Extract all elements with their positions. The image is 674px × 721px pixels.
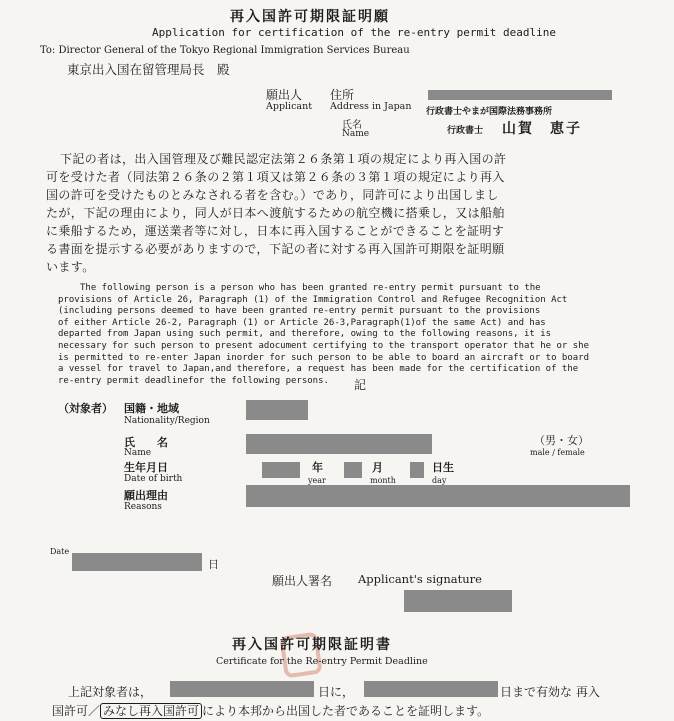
body-en-line: departed from Japan using such permit, and therefore, owing to the following reasons, it is [58, 329, 552, 340]
certificate-line1-b: 日に， [318, 685, 355, 699]
body-jp-line: 国の許可を受けたものとみなされる者を含む。）であり，同許可により出国しまし [46, 188, 499, 202]
name-field-label-jp: 氏 名 [124, 436, 168, 449]
body-jp-line: 可を受けた者（同法第２６条の２第１項又は第２６条の３第１項の規定により再入 [46, 170, 505, 184]
sex-options-en: male / female [530, 448, 585, 457]
body-en-line: of either Article 26-2, Paragraph (1) or Article 26-3,Paragraph(1)of the same Act) and has [58, 317, 546, 328]
redacted-date [72, 553, 202, 571]
redacted-reasons [246, 485, 630, 507]
nationality-label-jp: 国籍・地域 [124, 402, 179, 415]
body-en-line: The following person is a person who has been granted re-entry permit pursuant to the [80, 283, 541, 293]
body-jp-line: に乗船するため，運送業者等に対し，日本に再入国することができることを証明す [46, 224, 505, 238]
redacted-dob-month [344, 462, 362, 478]
body-japanese [46, 150, 630, 276]
person-name: 山賀 恵子 [502, 121, 582, 137]
body-en-line: re-entry permit deadlinefor the following persons. [58, 375, 329, 386]
reasons-label-jp: 願出理由 [124, 489, 168, 502]
addressee-en: To: Director General of the Tokyo Regional Immigration Services Bureau [40, 45, 410, 56]
redacted-dob-year [262, 462, 300, 478]
applicant-label-jp: 願出人 [266, 88, 303, 102]
date-label: Date [50, 547, 70, 556]
signature-label-jp: 願出人署名 [272, 574, 333, 588]
dob-year-en: year [308, 476, 326, 485]
certificate-line2 [52, 702, 489, 719]
nationality-label-en: Nationality/Region [124, 416, 210, 426]
signature-label-en: Applicant's signature [358, 572, 482, 586]
redacted-address [428, 90, 612, 100]
applicant-label-en: Applicant [266, 101, 313, 112]
name-label-en: Name [342, 129, 370, 139]
body-jp-line: たが，下記の理由により，同人が日本へ渡航するための航空機に搭乗し，又は船舶 [46, 206, 505, 220]
date-day-jp: 日 [208, 558, 219, 571]
body-english [58, 283, 633, 387]
body-en-line: is permitted to re-enter Japan inorder for such person to be able to board an aircraft or to board [58, 352, 590, 363]
name-label-jp: 氏名 [342, 120, 362, 131]
dob-label-jp: 生年月日 [124, 461, 168, 474]
deemed-permit-box: みなし再入国許可 [100, 703, 202, 719]
body-en-line: a vessel for travel to Japan,and therefore, a request has been made for the certification of the [58, 364, 579, 375]
certificate-line2-a: 国許可／ [52, 704, 101, 718]
redacted-cert-date1 [170, 681, 314, 697]
sex-options: （男・女） [534, 434, 589, 447]
dob-month-jp: 月 [372, 461, 383, 474]
dob-day-en: day [432, 476, 447, 485]
redacted-cert-date2 [364, 681, 498, 697]
body-jp-line: 下記の者は，出入国管理及び難民認定法第２６条第１項の規定により再入国の許 [60, 152, 507, 166]
document-title-en: Application for certification of the re-entry permit deadline [152, 26, 556, 39]
document-title: 再入国許可期限証明願 [230, 9, 390, 25]
redacted-name [246, 434, 432, 454]
body-jp-line: います。 [46, 260, 95, 274]
subject-label: （対象者） [58, 402, 113, 415]
dob-day-jp: 日生 [432, 461, 454, 474]
dob-label-en: Date of birth [124, 474, 183, 484]
ki-mark: 記 [354, 378, 367, 392]
dob-year-jp: 年 [312, 461, 323, 474]
office-name: 行政書士やまが国際法務事務所 [426, 107, 553, 117]
body-en-line: (including persons deemed to have been granted re-entry permit pursuant to the provisions [58, 306, 541, 317]
dob-month-en: month [370, 476, 396, 485]
certificate-line1-c: 日まで有効な 再入 [500, 685, 600, 699]
certificate-title: 再入国許可期限証明書 [232, 637, 392, 653]
addressee-jp: 東京出入国在留管理局長 殿 [67, 62, 230, 77]
body-jp-line: る書面を提示する必要がありますので，下記の者に対する再入国許可期限を証明願 [46, 242, 505, 256]
person-prefix: 行政書士 [447, 126, 484, 136]
certificate-line1-a: 上記対象者は， [68, 685, 153, 699]
reasons-label-en: Reasons [124, 502, 162, 512]
address-label-en: Address in Japan [330, 101, 412, 112]
certificate-line2-b: により本邦から出国した者であることを証明します。 [202, 704, 490, 718]
redacted-dob-day [410, 462, 424, 478]
certificate-title-en: Certificate for the Re-entry Permit Deadline [216, 656, 428, 667]
body-en-line: provisions of Article 26, Paragraph (1) of the Immigration Control and Refugee Recognition Act [58, 294, 568, 305]
redacted-signature [404, 590, 512, 612]
body-en-line: necessary for such person to present adocument certifying to the transport operator that he or she [58, 340, 590, 351]
address-label-jp: 住所 [330, 88, 355, 102]
redacted-nationality [246, 400, 308, 420]
name-field-label-en: Name [124, 448, 152, 458]
